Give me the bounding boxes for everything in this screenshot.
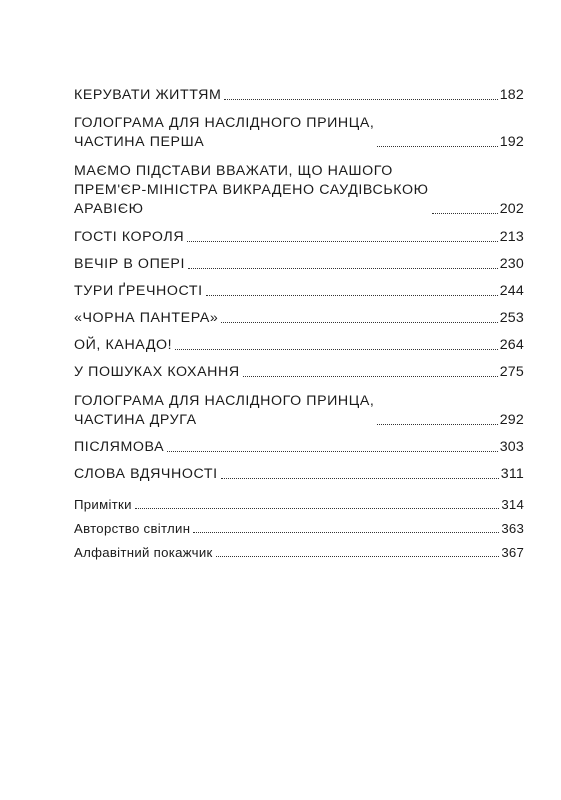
toc-entry [74, 438, 524, 457]
toc-entry-page: 202 [499, 201, 524, 217]
toc-entry-page: 367 [501, 545, 524, 560]
leader-dots [221, 478, 499, 479]
toc-entry-page: 363 [501, 521, 524, 536]
toc-back-matter-entry [74, 496, 524, 514]
toc-entry-title: ГОЛОГРАМА ДЛЯ НАСЛІДНОГО ПРИНЦА, ЧАСТИНА ПЕРША [74, 115, 375, 150]
leader-dots [243, 376, 498, 377]
toc-entry-title: КЕРУВАТИ ЖИТТЯМ [74, 87, 222, 103]
toc-entry-page: 314 [501, 497, 524, 512]
leader-dots [224, 99, 497, 100]
toc-entry [74, 363, 524, 382]
leader-dots [216, 556, 500, 557]
toc-entry-title: У ПОШУКАХ КОХАННЯ [74, 364, 240, 380]
toc-entry-page: 182 [499, 87, 524, 103]
leader-dots [188, 268, 498, 269]
leader-dots [221, 322, 497, 323]
toc-entry-title: СЛОВА ВДЯЧНОСТІ [74, 466, 218, 482]
toc-entry-title: ГОСТІ КОРОЛЯ [74, 229, 185, 245]
toc-entry-title: ВЕЧІР В ОПЕРІ [74, 256, 186, 272]
toc-entry-page: 192 [499, 134, 524, 150]
toc-entry [74, 86, 524, 105]
toc-entry-title: Примітки [74, 497, 132, 512]
toc-entry [74, 228, 524, 247]
toc-entry-title: ПІСЛЯМОВА [74, 439, 165, 455]
toc-entry-page: 292 [499, 412, 524, 428]
toc-entry [74, 309, 524, 328]
toc-entry-page: 244 [499, 283, 524, 299]
toc-back-matter-entry [74, 544, 524, 562]
toc-entry-title: ОЙ, КАНАДО! [74, 337, 173, 353]
toc-entry-page: 275 [499, 364, 524, 380]
toc-entry-title: Авторство світлин [74, 521, 191, 536]
toc-entry-page: 264 [499, 337, 524, 353]
toc-entry [74, 392, 524, 430]
leader-dots [377, 146, 497, 147]
toc-entry [74, 282, 524, 301]
toc-back-matter-entry [74, 520, 524, 538]
table-of-contents [74, 86, 524, 562]
toc-entry-page: 213 [499, 229, 524, 245]
toc-entry [74, 465, 524, 484]
leader-dots [135, 508, 500, 509]
toc-entry-page: 303 [499, 439, 524, 455]
toc-entry-title: Алфавітний покажчик [74, 545, 213, 560]
toc-entry-page: 311 [500, 466, 524, 482]
leader-dots [432, 213, 498, 214]
toc-entry [74, 162, 524, 219]
toc-entry [74, 336, 524, 355]
toc-entry-title: «ЧОРНА ПАНТЕРА» [74, 310, 219, 326]
toc-entry-title: ГОЛОГРАМА ДЛЯ НАСЛІДНОГО ПРИНЦА, ЧАСТИНА ДРУГА [74, 393, 375, 428]
leader-dots [187, 241, 498, 242]
toc-entry-title: МАЄМО ПІДСТАВИ ВВАЖАТИ, ЩО НАШОГО ПРЕМ'ЄР-МІНІСТРА ВИКРАДЕНО САУДІВСЬКОЮ АРАВІЄЮ [74, 163, 429, 217]
leader-dots [193, 532, 499, 533]
toc-entry-page: 230 [499, 256, 524, 272]
leader-dots [206, 295, 498, 296]
leader-dots [167, 451, 498, 452]
toc-entry [74, 255, 524, 274]
toc-entry-page: 253 [499, 310, 524, 326]
toc-entry [74, 114, 524, 152]
leader-dots [377, 424, 497, 425]
toc-entry-title: ТУРИ ҐРЕЧНОСТІ [74, 283, 203, 299]
leader-dots [175, 349, 498, 350]
